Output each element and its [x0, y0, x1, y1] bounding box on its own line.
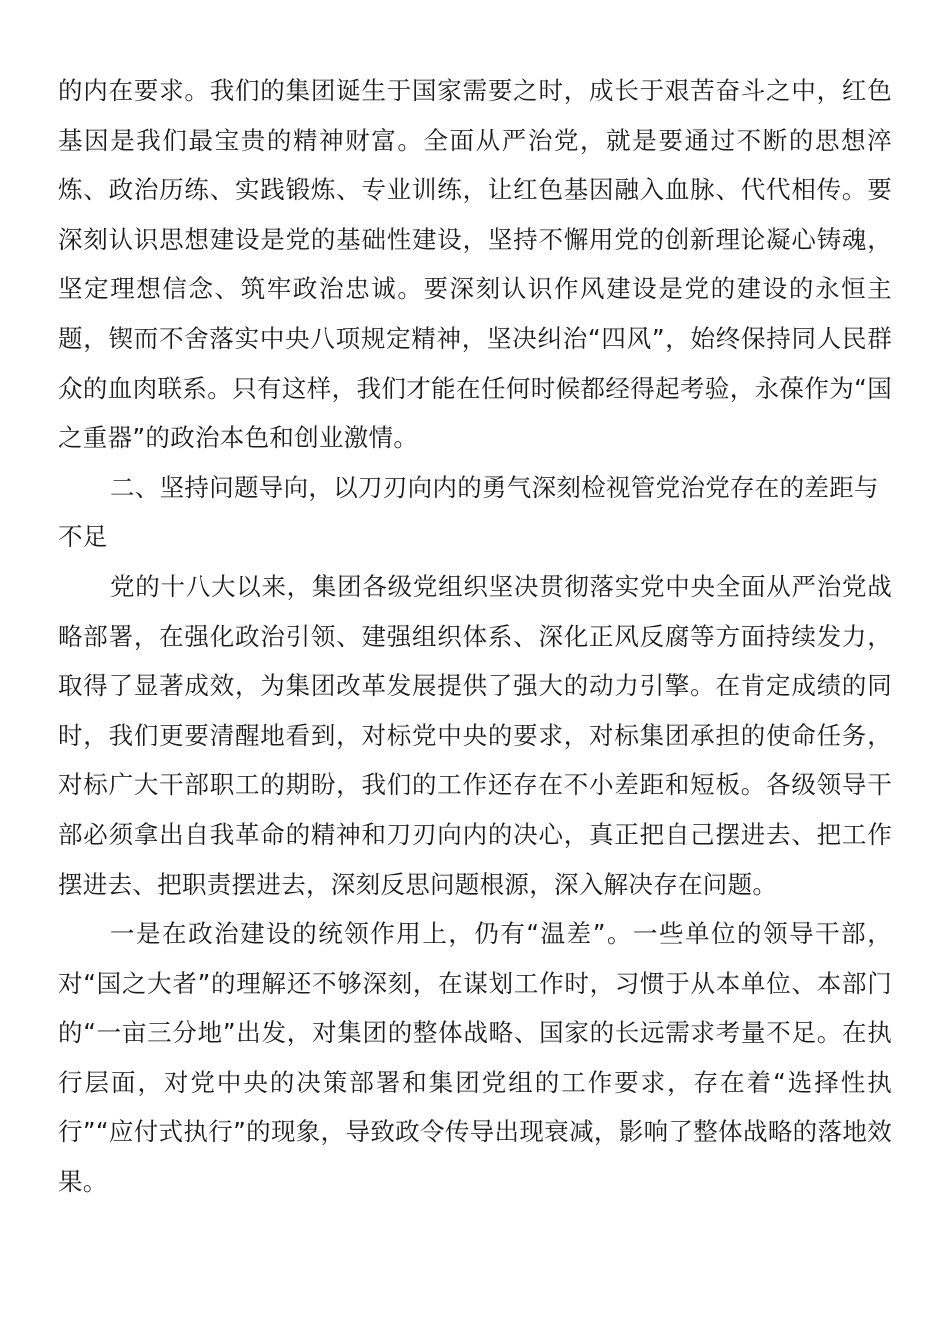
paragraph-continuation: 的内在要求。我们的集团诞生于国家需要之时，成长于艰苦奋斗之中，红色基因是我们最宝贵的精神财富。全面从严治党，就是要通过不断的思想淬炼、政治历练、实践锻炼、专业训练，让红色基因融入血脉、代代相传。要深刻认识思想建设是党的基础性建设，坚持不懈用党的创新理论凝心铸魂，坚定理想信念、筑牢政治忠诚。要深刻认识作风建设是党的建设的永恒主题，锲而不舍落实中央八项规定精神，坚决纠治“四风”，始终保持同人民群众的血肉联系。只有这样，我们才能在任何时候都经得起考验，永葆作为“国之重器”的政治本色和创业激情。	[58, 76, 892, 453]
document-page	[58, 66, 892, 1207]
paragraph-point-one: 一是在政治建设的统领作用上，仍有“温差”。一些单位的领导干部，对“国之大者”的理解还不够深刻，在谋划工作时，习惯于从本单位、本部门的“一亩三分地”出发，对集团的整体战略、国家的长远需求考量不足。在执行层面，对党中央的决策部署和集团党组的工作要求，存在着“选择性执行”“应付式执行”的现象，导致政令传导出现衰减，影响了整体战略的落地效果。	[58, 919, 892, 1197]
paragraph-body: 党的十八大以来，集团各级党组织坚决贯彻落实党中央全面从严治党战略部署，在强化政治引领、建强组织体系、深化正风反腐等方面持续发力，取得了显著成效，为集团改革发展提供了强大的动力引擎。在肯定成绩的同时，我们更要清醒地看到，对标党中央的要求，对标集团承担的使命任务，对标广大干部职工的期盼，我们的工作还存在不小差距和短板。各级领导干部必须拿出自我革命的精神和刀刃向内的决心，真正把自己摆进去、把工作摆进去、把职责摆进去，深刻反思问题根源，深入解决存在问题。	[58, 571, 892, 899]
section-heading: 二、坚持问题导向，以刀刃向内的勇气深刻检视管党治党存在的差距与不足	[58, 472, 879, 552]
